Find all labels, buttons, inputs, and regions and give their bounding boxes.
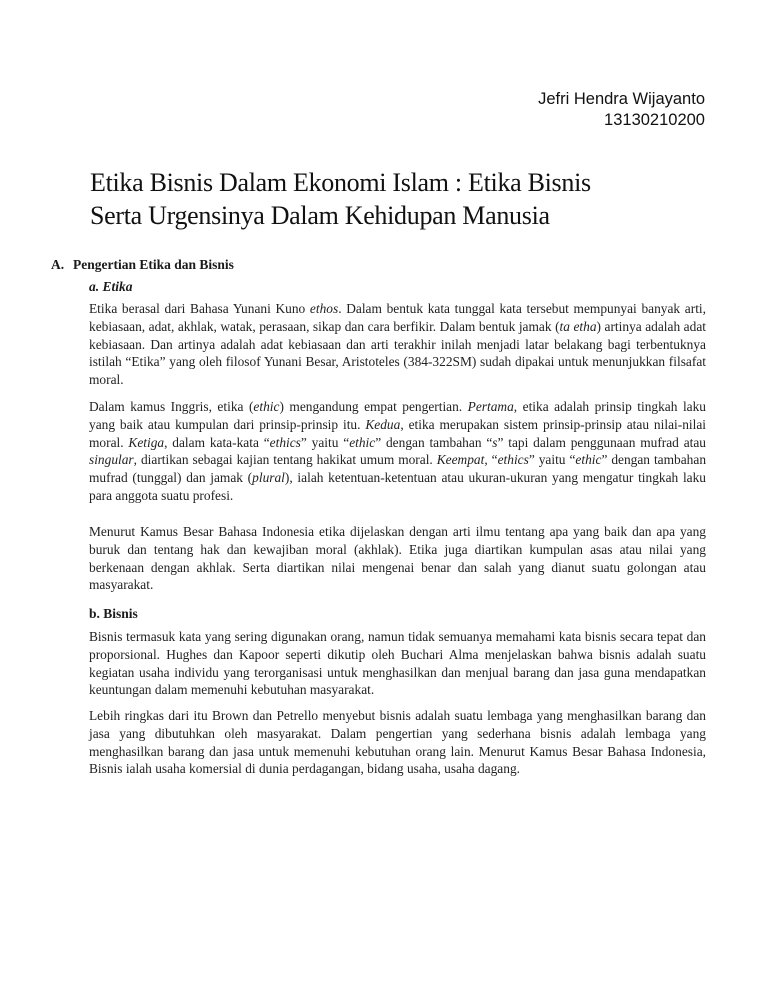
paragraph-etika-definition: [89, 300, 706, 389]
emphasis: ethic: [253, 399, 280, 414]
paragraph-etika-kbbi: Menurut Kamus Besar Bahasa Indonesia etika dijelaskan dengan arti ilmu tentang apa yang baik dan apa yang buruk dan tentang hak dan kewajiban moral (akhlak). Etika juga diartikan kumpulan asas atau nilai yang berkenaan dengan akhlak. Serta diartikan nilai mengenai benar dan salah yang dianut suatu golongan atau masyarakat.: [89, 524, 706, 593]
text-run: , etika merupakan sistem prinsip-prinsip atau nilai-nilai moral.: [89, 416, 706, 450]
title-line-1: Etika Bisnis Dalam Ekonomi Islam : Etika Bisnis: [90, 168, 591, 197]
text-run: , “: [484, 452, 498, 468]
emphasis: plural: [252, 470, 285, 486]
subheading-bisnis: b. Bisnis: [89, 606, 138, 621]
author-block: [538, 89, 705, 131]
text-run: . Dalam bentuk kata tunggal kata tersebut mempunyai banyak arti, kebiasaan, adat, akhlak, watak, perasaan, sikap dan cara berfikir. Dalam bentuk jamak (: [89, 301, 706, 334]
text-run: Dalam kamus Inggris, etika (: [89, 399, 254, 414]
text-run: ” dengan tambahan “: [375, 434, 493, 450]
paragraph-etika-english: [89, 398, 706, 505]
emphasis: ethics: [269, 434, 301, 450]
section-heading-text: Pengertian Etika dan Bisnis: [73, 257, 234, 272]
text-run: ” yaitu “: [528, 452, 576, 468]
paragraph-bisnis-definition: Bisnis termasuk kata yang sering digunakan orang, namun tidak semuanya memahami kata bisnis secara tepat dan proporsional. Hughes dan Kapoor seperti dikutip oleh Buchari Alma menjelaskan bahwa bisnis adalah suatu kegiatan usaha individu yang terorganisasi untuk menghasilkan dan menjual barang dan jasa guna mendapatkan keuntungan dalam memenuhi kebutuhan masyarakat.: [89, 629, 706, 698]
emphasis: Pertama: [467, 399, 514, 414]
text-run: Etika berasal dari Bahasa Yunani Kuno: [89, 301, 310, 316]
text-run: ) artinya adalah adat kebiasaan. Dan artinya adalah adat kebiasaan dan arti terakhir inilah menjadi latar belakang bagi terbentuknya istilah “Etika” yang oleh filosof Yunani Besar, Aristoteles (384-322SM) sudah dipakai untuk menunjukkan filsafat moral.: [89, 318, 706, 388]
text-run: ” dengan tambahan mufrad (tunggal) dan jamak (: [89, 452, 707, 486]
text-run: , etika adalah prinsip tingkah laku yang baik atau kumpulan dari prinsip-prinsip itu.: [89, 399, 706, 432]
emphasis: s: [492, 434, 498, 450]
emphasis: Kedua: [365, 416, 401, 432]
emphasis: ta etha: [559, 318, 597, 334]
emphasis: Ketiga: [128, 434, 165, 450]
paragraph-bisnis-summary: Lebih ringkas dari itu Brown dan Petrello menyebut bisnis adalah suatu lembaga yang menghasilkan barang dan jasa yang dibutuhkan oleh masyarakat. Dalam pengertian yang sederhana bisnis adalah lembaga yang menghasilkan barang dan jasa untuk memenuhi kebutuhan orang lain. Menurut Kamus Besar Bahasa Indonesia, Bisnis ialah usaha komersial di dunia perdagangan, bidang usaha, usaha dagang.: [89, 708, 706, 777]
text-run: ” yaitu “: [300, 434, 350, 450]
emphasis: ethic: [349, 434, 376, 450]
text-run: , diartikan sebagai kajian tentang hakikat umum moral.: [133, 452, 437, 468]
emphasis: Keempat: [436, 452, 485, 468]
text-run: ) mengandung empat pengertian.: [279, 399, 468, 414]
emphasis: ethos: [309, 301, 339, 316]
section-number: A.: [51, 257, 65, 272]
text-run: ), ialah ketentuan-ketentuan atau ukuran-ukuran yang mengatur tingkah laku para anggota suatu profesi.: [89, 470, 707, 503]
emphasis: ethics: [497, 452, 529, 468]
section-heading-a: [51, 257, 234, 273]
text-run: ” tapi dalam penggunaan mufrad atau: [497, 434, 706, 450]
author-id: 13130210200: [604, 111, 705, 129]
text-run: , dalam kata-kata “: [164, 434, 270, 450]
title-line-2: Serta Urgensinya Dalam Kehidupan Manusia: [90, 201, 550, 230]
document-title: [90, 166, 690, 232]
emphasis: ethic: [575, 452, 602, 468]
emphasis: singular: [89, 452, 134, 468]
author-name: Jefri Hendra Wijayanto: [538, 90, 705, 108]
subheading-etika: a. Etika: [89, 279, 133, 294]
